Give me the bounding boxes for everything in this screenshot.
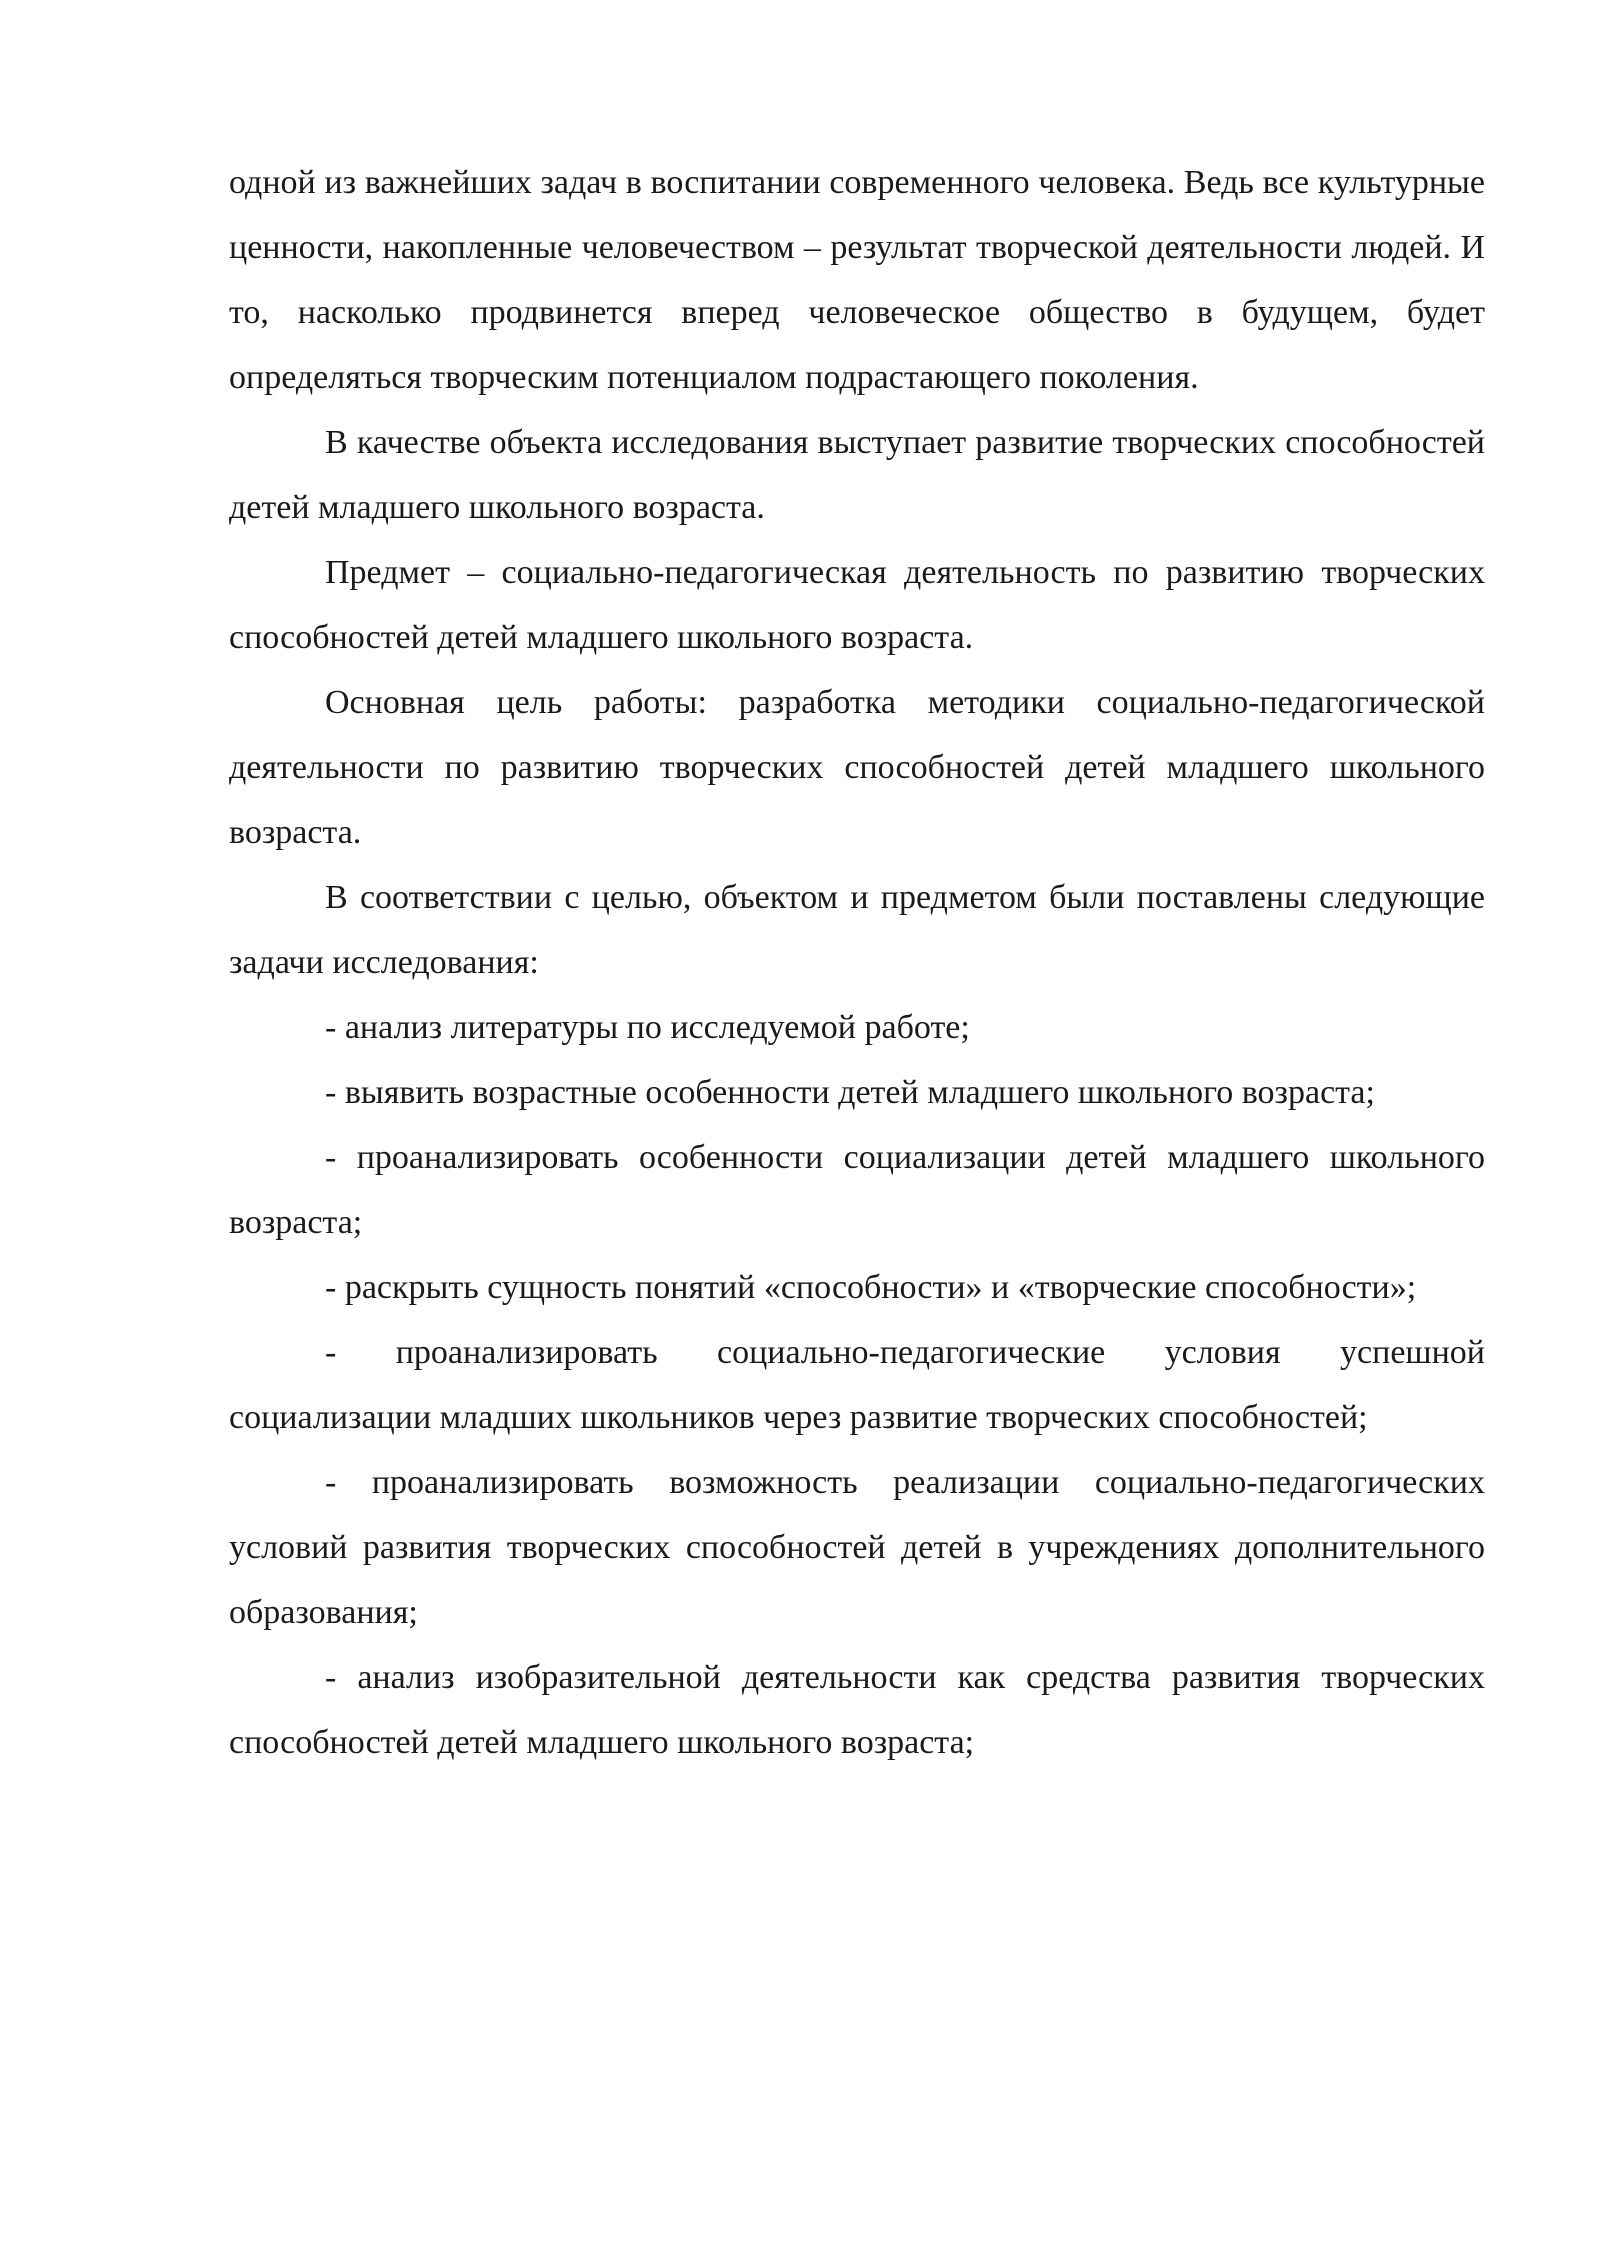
paragraph-research-subject: Предмет – социально-педагогическая деятельность по развитию творческих способностей детей младшего школьного возраста. [229,554,1485,656]
task-item-literature-analysis: - анализ литературы по исследуемой работе; [325,1009,970,1046]
paragraph-research-object: В качестве объекта исследования выступает развитие творческих способностей детей младшего школьного возраста. [229,424,1485,526]
task-item-socialization-conditions: - проанализировать социально-педагогические условия успешной социализации младших школьников через развитие творческих способностей; [229,1334,1485,1436]
document-body [229,150,1485,1775]
paragraph-tasks-intro: В соответствии с целью, объектом и предметом были поставлены следующие задачи исследования: [229,879,1485,981]
paragraph-main-goal: Основная цель работы: разработка методики социально-педагогической деятельности по развитию творческих способностей детей младшего школьного возраста. [229,684,1485,851]
paragraph-intro-continuation: одной из важнейших задач в воспитании современного человека. Ведь все культурные ценности, накопленные человечеством – результат творческой деятельности людей. И то, насколько продвинется вперед человеческое общество в будущем, будет определяться творческим потенциалом подрастающего поколения. [229,164,1485,396]
task-item-socialization-features: - проанализировать особенности социализации детей младшего школьного возраста; [229,1139,1485,1241]
task-item-age-features: - выявить возрастные особенности детей младшего школьного возраста; [325,1074,1375,1111]
task-item-additional-education: - проанализировать возможность реализации социально-педагогических условий развития творческих способностей детей в учреждениях дополнительного образования; [229,1464,1485,1631]
task-item-visual-activity: - анализ изобразительной деятельности как средства развития творческих способностей детей младшего школьного возраста; [229,1659,1485,1761]
task-item-concepts: - раскрыть сущность понятий «способности» и «творческие способности»; [325,1269,1417,1306]
